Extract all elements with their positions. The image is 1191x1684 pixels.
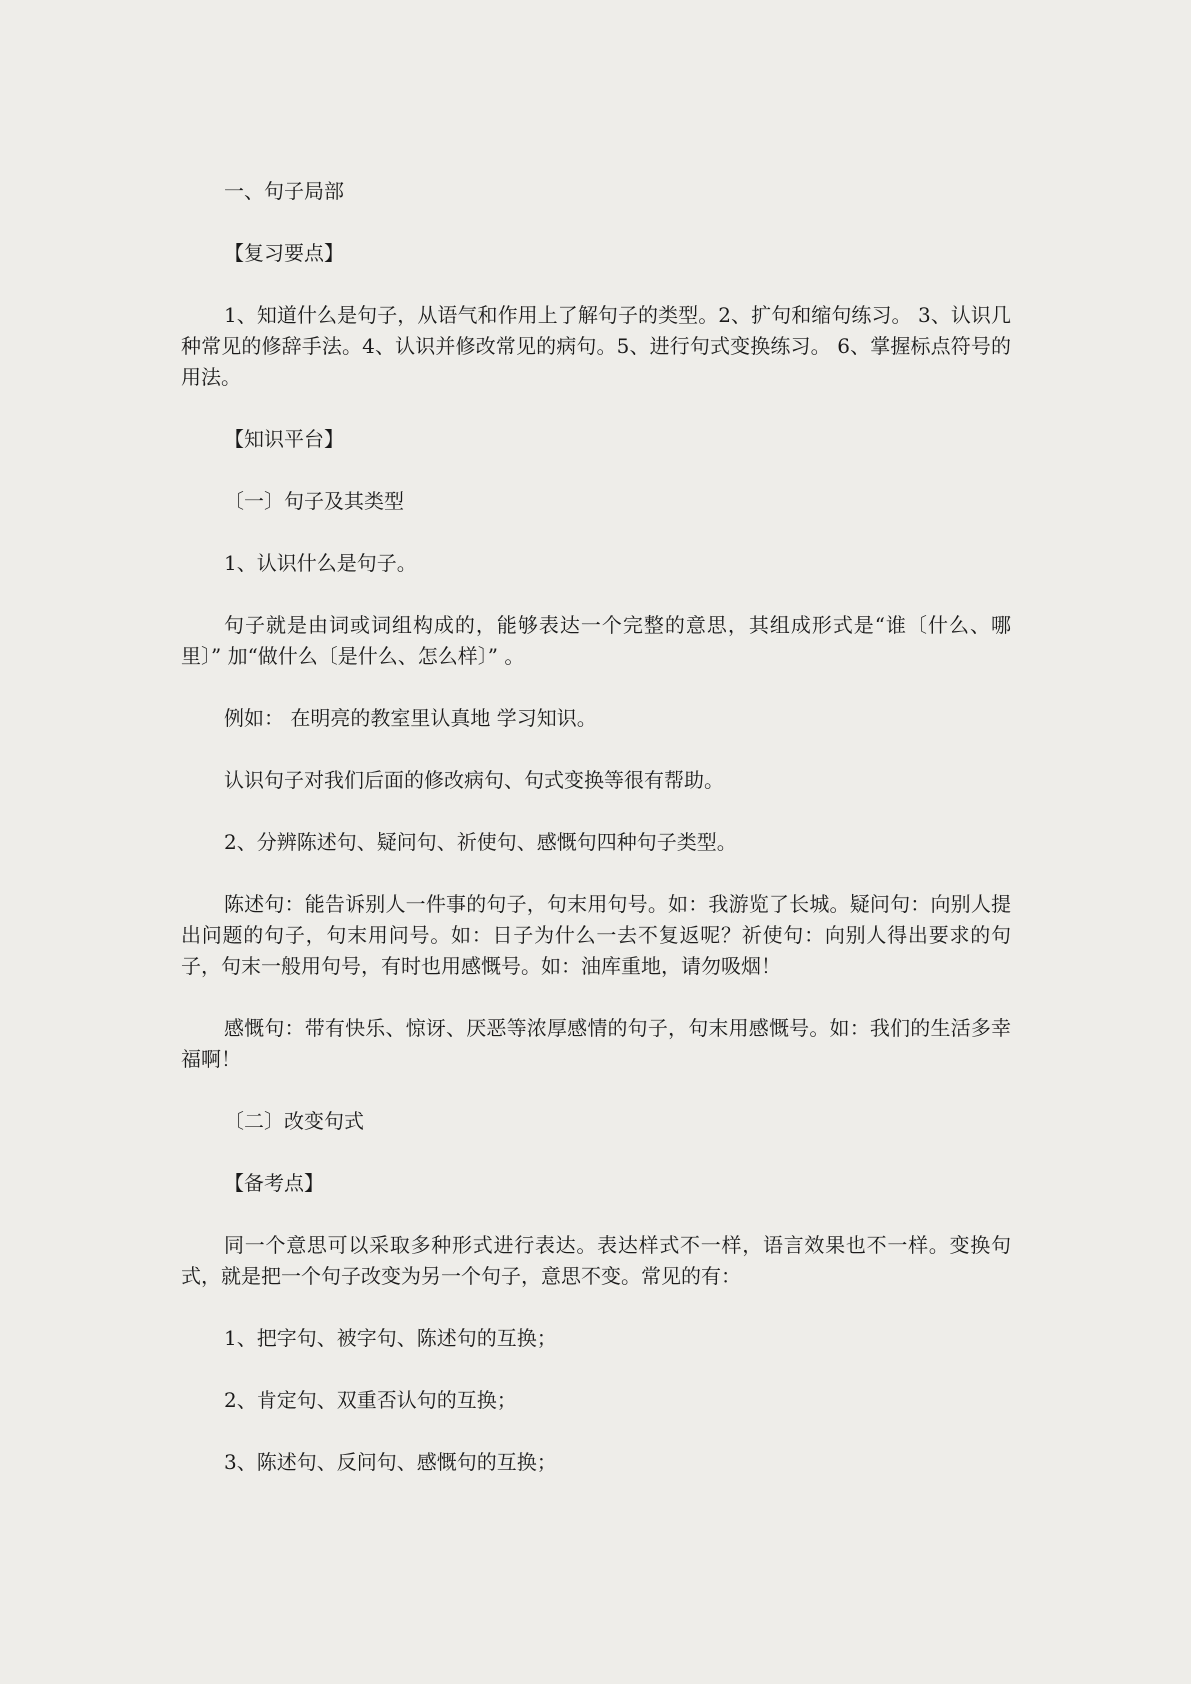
document-page (181, 176, 1011, 1509)
list-item: 3、陈述句、反问句、感慨句的互换； (224, 1450, 557, 1474)
paragraph: 感慨句：带有快乐、惊讶、厌恶等浓厚感情的句子，句末用感慨号。如：我们的生活多幸福啊！ (181, 1016, 1011, 1071)
paragraph: 陈述句：能告诉别人一件事的句子，句末用句号。如：我游览了长城。疑问句：向别人提出问题的句子，句末用问号。如：日子为什么一去不复返呢？祈使句：向别人得出要求的句子，句末一般用句号，有时也用感慨号。如：油库重地，请勿吸烟！ (181, 892, 1011, 978)
list-item: 1、把字句、被字句、陈述句的互换； (224, 1326, 557, 1350)
section-heading: 一、句子局部 (224, 179, 344, 203)
list-item: 2、肯定句、双重否认句的互换； (224, 1388, 517, 1412)
subsection-heading-2: 〔二〕改变句式 (224, 1109, 364, 1133)
paragraph: 1、认识什么是句子。 (224, 551, 417, 575)
exam-points-heading: 【备考点】 (224, 1171, 324, 1195)
paragraph: 2、分辨陈述句、疑问句、祈使句、感慨句四种句子类型。 (224, 830, 737, 854)
paragraph: 认识句子对我们后面的修改病句、句式变换等很有帮助。 (224, 768, 724, 792)
review-points-text: 1、知道什么是句子，从语气和作用上了解句子的类型。2、扩句和缩句练习。 3、认识几种常见的修辞手法。4、认识并修改常见的病句。5、进行句式变换练习。 6、掌握标点符号的用法。 (181, 303, 1011, 389)
paragraph: 句子就是由词或词组构成的，能够表达一个完整的意思，其组成形式是“谁〔什么、哪里〕” 加“做什么〔是什么、怎么样〕” 。 (181, 613, 1011, 668)
subsection-heading-1: 〔一〕句子及其类型 (224, 489, 404, 513)
knowledge-platform-heading: 【知识平台】 (224, 427, 344, 451)
review-points-heading: 【复习要点】 (224, 241, 344, 265)
example-text: 例如： 在明亮的教室里认真地 学习知识。 (224, 706, 597, 730)
paragraph: 同一个意思可以采取多种形式进行表达。表达样式不一样，语言效果也不一样。变换句式，就是把一个句子改变为另一个句子，意思不变。常见的有： (181, 1233, 1011, 1288)
